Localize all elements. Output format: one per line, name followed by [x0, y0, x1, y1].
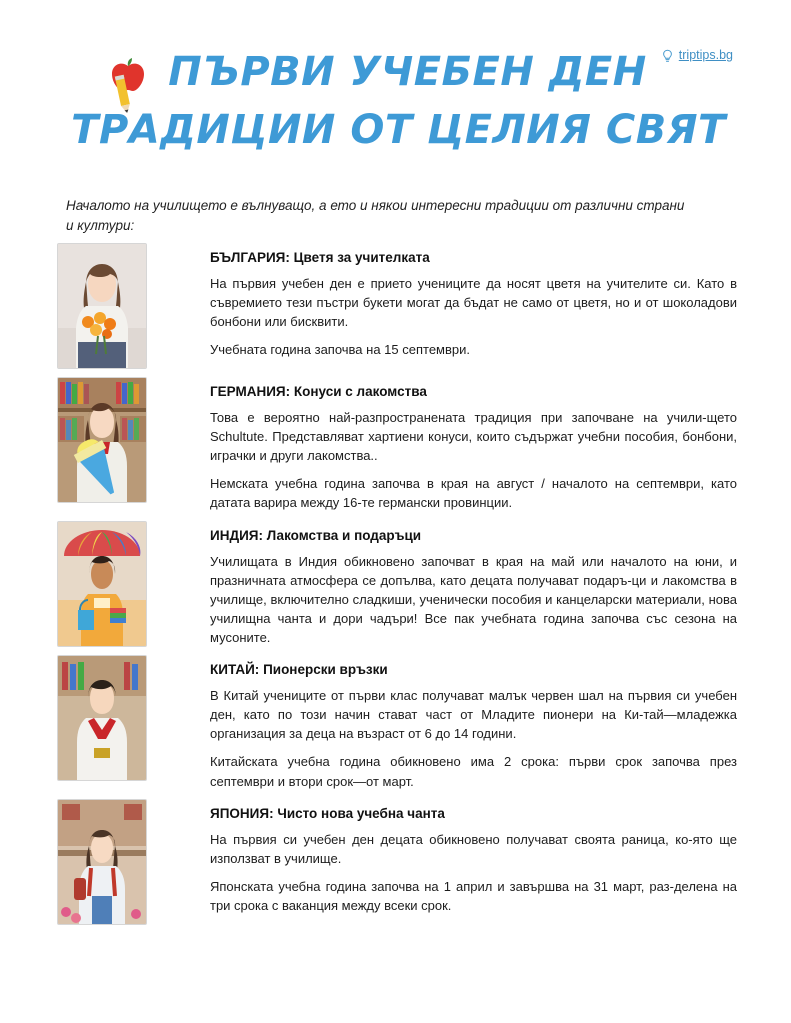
section-country: КИТАЙ:: [210, 662, 260, 678]
section-body: [147, 243, 737, 359]
section-country: ЯПОНИЯ:: [210, 805, 274, 821]
section-subtitle: Цветя за учителката: [293, 250, 430, 265]
section-country: ГЕРМАНИЯ:: [210, 384, 291, 399]
list-item: [57, 655, 737, 791]
section-heading: [210, 250, 737, 265]
section-country: БЪЛГАРИЯ:: [210, 250, 290, 265]
section-heading: [210, 806, 737, 821]
section-body: [147, 799, 737, 915]
girl-with-school-cone-photo: [57, 377, 147, 503]
site-link-label[interactable]: triptips.bg: [678, 48, 733, 62]
list-item: [57, 377, 737, 513]
section-paragraph: Учебната година започва на 15 септември.: [210, 342, 470, 358]
section-paragraph: На първия учебен ден е прието учениците да носят цветя на учителите си. Като в съвремието тези пъстри букети могат да бъдат не само от цветя, но и от шоколадови бонбони или бисквити.: [210, 276, 737, 330]
section-body: [147, 655, 737, 791]
list-item: [57, 521, 737, 648]
section-heading: [210, 384, 737, 399]
section-heading: [210, 662, 737, 677]
section-heading: [210, 528, 737, 543]
boy-with-red-scarf-photo: [57, 655, 147, 781]
title-line-1: ПЪРВИ УЧЕБЕН ДЕН: [168, 49, 647, 95]
list-item: [57, 799, 737, 925]
section-subtitle: Конуси с лакомства: [293, 384, 427, 399]
section-subtitle: Пионерски връзки: [263, 662, 388, 678]
section-paragraph: Училищата в Индия обикновено започват в края на май или началото на юни, и празничната атмосфера се допълва, като децата получават подаръ-ци и лакомства в училище, включително сладкиши, ученически пособия и канцеларски материали, нова училищна чанта и дори чадъри! Все пак учебната година започва със сезона на мусоните.: [210, 553, 737, 645]
girl-with-flowers-photo: [57, 243, 147, 369]
section-body: [147, 521, 737, 648]
title-line-2: ТРАДИЦИИ ОТ ЦЕЛИЯ СВЯТ: [71, 107, 726, 153]
girl-with-umbrella-photo: [57, 521, 147, 647]
section-country: ИНДИЯ:: [210, 527, 263, 543]
page-title: [0, 49, 791, 153]
girl-with-backpack-photo: [57, 799, 147, 925]
sections-list: [57, 243, 737, 933]
section-paragraph: В Китай учениците от първи клас получават малък червен шал на първия си учебен ден, като по този начин стават част от Младите пионери на Ки-тай—младежка организация за деца на възраст от 6 до 14 години.: [210, 688, 737, 742]
section-subtitle: Чисто нова учебна чанта: [277, 805, 445, 821]
section-paragraph: На първия си учебен ден децата обикновено получават своята раница, ко-ято ще използват в училище.: [210, 831, 737, 866]
section-subtitle: Лакомства и подаръци: [266, 527, 422, 543]
section-body: [147, 377, 737, 513]
list-item: [57, 243, 737, 369]
section-paragraph: Немската учебна година започва в края на август / началото на септември, като датата варира между 16-те германски провинции.: [210, 476, 737, 511]
intro-paragraph: Началото на училището е вълнуващо, а ето и някои интересни традиции от различни страни и култури:: [66, 198, 685, 234]
section-paragraph: Това е вероятно най-разпространената традиция при започване на учили-щето Schultute. Представляват хартиени конуси, които съдържат учебни пособия, бонбони, играчки и други лакомства..: [210, 410, 737, 464]
section-paragraph: Японската учебна година започва на 1 април и завършва на 31 март, раз-делена на три срока с ваканция между всеки срок.: [210, 878, 737, 913]
section-paragraph: Китайската учебна година обикновено има 2 срока: първи срок започва през септември и втори срок—от март.: [210, 754, 737, 789]
